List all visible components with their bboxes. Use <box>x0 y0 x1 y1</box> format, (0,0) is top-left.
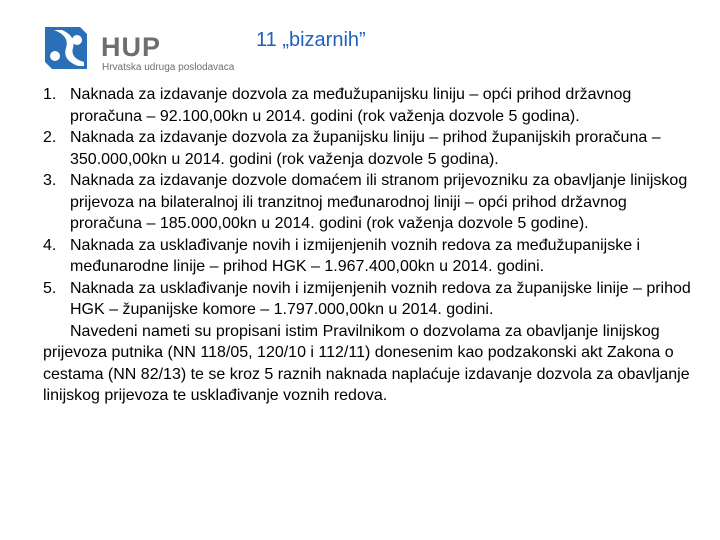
hup-logo-mark-icon <box>40 22 92 74</box>
list-item-text: Naknada za izdavanje dozvola za županijsku liniju – prihod županijskih proračuna – 350.000,00kn u 2014. godini (rok važenja dozvole 5 godina). <box>70 129 661 168</box>
list-item-text: Naknada za usklađivanje novih i izmijenjenih voznih redova za županijske linije – prihod HGK – županijske komore – 1.797.000,00kn u 2014. godini. <box>70 279 691 318</box>
slide-body <box>43 84 703 407</box>
list-item-text: Naknada za izdavanje dozvole domaćem ili stranom prijevozniku za obavljanje linijskog prijevoza na bilateralnoj ili tranzitnoj međunarodnoj liniji – opći prihod državnog proračuna – 185.000,00kn u 2014. godini (rok važenja dozvole 5 godine). <box>70 172 688 232</box>
logo-subtitle: Hrvatska udruga poslodavaca <box>102 62 235 73</box>
hup-logo <box>40 22 260 78</box>
list-item <box>43 235 703 278</box>
list-item-number: 2. <box>43 129 57 146</box>
list-item-text: Naknada za usklađivanje novih i izmijenjenih voznih redova za međužupanijske i međunarodne linije – prihod HGK – 1.967.400,00kn u 2014. godini. <box>70 236 641 275</box>
slide-title: 11 „bizarnih” <box>256 29 366 51</box>
list-item-number: 3. <box>43 172 57 189</box>
list-item-text: Naknada za izdavanje dozvola za međužupanijsku liniju – opći prihod državnog proračuna – 92.100,00kn u 2014. godini (rok važenja dozvole 5 godina). <box>70 86 632 125</box>
list-item-number: 1. <box>43 86 57 103</box>
list-item <box>43 84 703 127</box>
list-item <box>43 170 703 235</box>
list-item-number: 4. <box>43 236 57 254</box>
fee-list <box>43 84 703 321</box>
list-item <box>43 127 703 170</box>
list-item <box>43 278 703 321</box>
list-item-number: 5. <box>43 279 57 297</box>
logo-name: HUP <box>101 32 162 62</box>
summary-paragraph: Navedeni nameti su propisani istim Pravilnikom o dozvolama za obavljanje linijskog prijevoza putnika (NN 118/05, 120/10 i 112/11) donesenim kao podzakonski akt Zakona o cestama (NN 82/13) te se kroz 5 raznih naknada naplaćuje izdavanje dozvola za obavljanje linijskog prijevoza te usklađivanje voznih redova. <box>43 322 690 404</box>
